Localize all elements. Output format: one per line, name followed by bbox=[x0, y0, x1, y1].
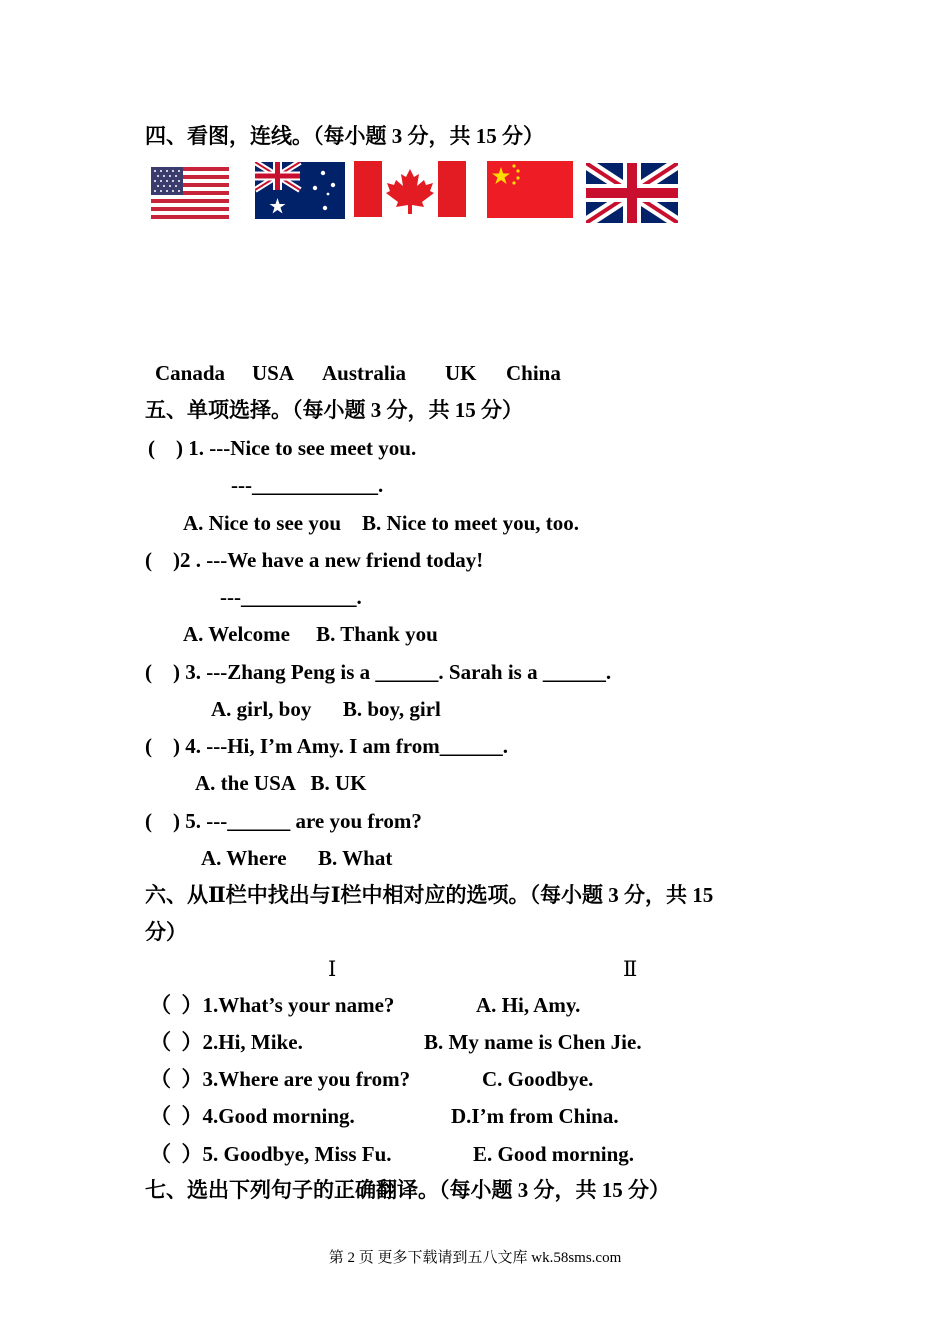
question-5-stem: ( ) 5. ---______ are you from? bbox=[145, 809, 422, 833]
country-name: USA bbox=[252, 361, 295, 385]
section6-title: 六、从Ⅱ栏中找出与Ⅰ栏中相对应的选项。（每小题 3 分，共 15 bbox=[145, 883, 714, 907]
page-footer: 第 2 页 更多下载请到五八文库 wk.58sms.com bbox=[328, 1250, 622, 1266]
section4-title: 四、看图，连线。（每小题 3 分，共 15 分） bbox=[145, 124, 544, 148]
question-2-options: A. Welcome B. Thank you bbox=[183, 622, 438, 646]
match-row-left: （ ）2.Hi, Mike. bbox=[150, 1030, 303, 1054]
question-1-options: A. Nice to see you B. Nice to meet you, too. bbox=[183, 511, 579, 535]
country-name: Canada bbox=[155, 361, 226, 385]
match-row-left: （ ）5. Goodbye, Miss Fu. bbox=[150, 1142, 392, 1166]
usa-flag-icon bbox=[151, 167, 229, 219]
question-1-answer-blank: ---____________. bbox=[231, 473, 384, 497]
question-3-options: A. girl, boy B. boy, girl bbox=[211, 697, 441, 721]
china-flag-icon bbox=[487, 161, 573, 218]
canada-flag-icon bbox=[354, 161, 466, 217]
match-row-right: D.I’m from China. bbox=[451, 1104, 619, 1128]
question-2-answer-blank: ---___________. bbox=[220, 585, 362, 609]
country-name: China bbox=[506, 361, 561, 385]
match-row-left: （ ）4.Good morning. bbox=[150, 1104, 355, 1128]
country-name: Australia bbox=[322, 361, 406, 385]
column-2-header: Ⅱ bbox=[623, 957, 638, 981]
question-2-stem: ( )2 . ---We have a new friend today! bbox=[145, 548, 484, 572]
match-row-left: （ ）1.What’s your name? bbox=[150, 993, 395, 1017]
match-row-right: B. My name is Chen Jie. bbox=[424, 1030, 642, 1054]
question-4-stem: ( ) 4. ---Hi, I’m Amy. I am from______. bbox=[145, 734, 508, 758]
match-row-right: A. Hi, Amy. bbox=[476, 993, 581, 1017]
question-4-options: A. the USA B. UK bbox=[195, 771, 367, 795]
australia-flag-icon bbox=[255, 162, 345, 219]
question-3-stem: ( ) 3. ---Zhang Peng is a ______. Sarah is a ______. bbox=[145, 660, 612, 684]
question-5-options: A. Where B. What bbox=[201, 846, 393, 870]
section7-title: 七、选出下列句子的正确翻译。（每小题 3 分，共 15 分） bbox=[145, 1178, 670, 1202]
column-1-header: Ⅰ bbox=[328, 957, 337, 981]
section6-title-continued: 分） bbox=[145, 920, 187, 944]
match-row-left: （ ）3.Where are you from? bbox=[150, 1067, 411, 1091]
question-1-stem: ( ) 1. ---Nice to see meet you. bbox=[148, 436, 417, 460]
uk-flag-icon bbox=[586, 163, 678, 223]
country-name: UK bbox=[445, 361, 477, 385]
section5-title: 五、单项选择。（每小题 3 分，共 15 分） bbox=[145, 398, 523, 422]
match-row-right: C. Goodbye. bbox=[482, 1067, 594, 1091]
match-row-right: E. Good morning. bbox=[473, 1142, 635, 1166]
